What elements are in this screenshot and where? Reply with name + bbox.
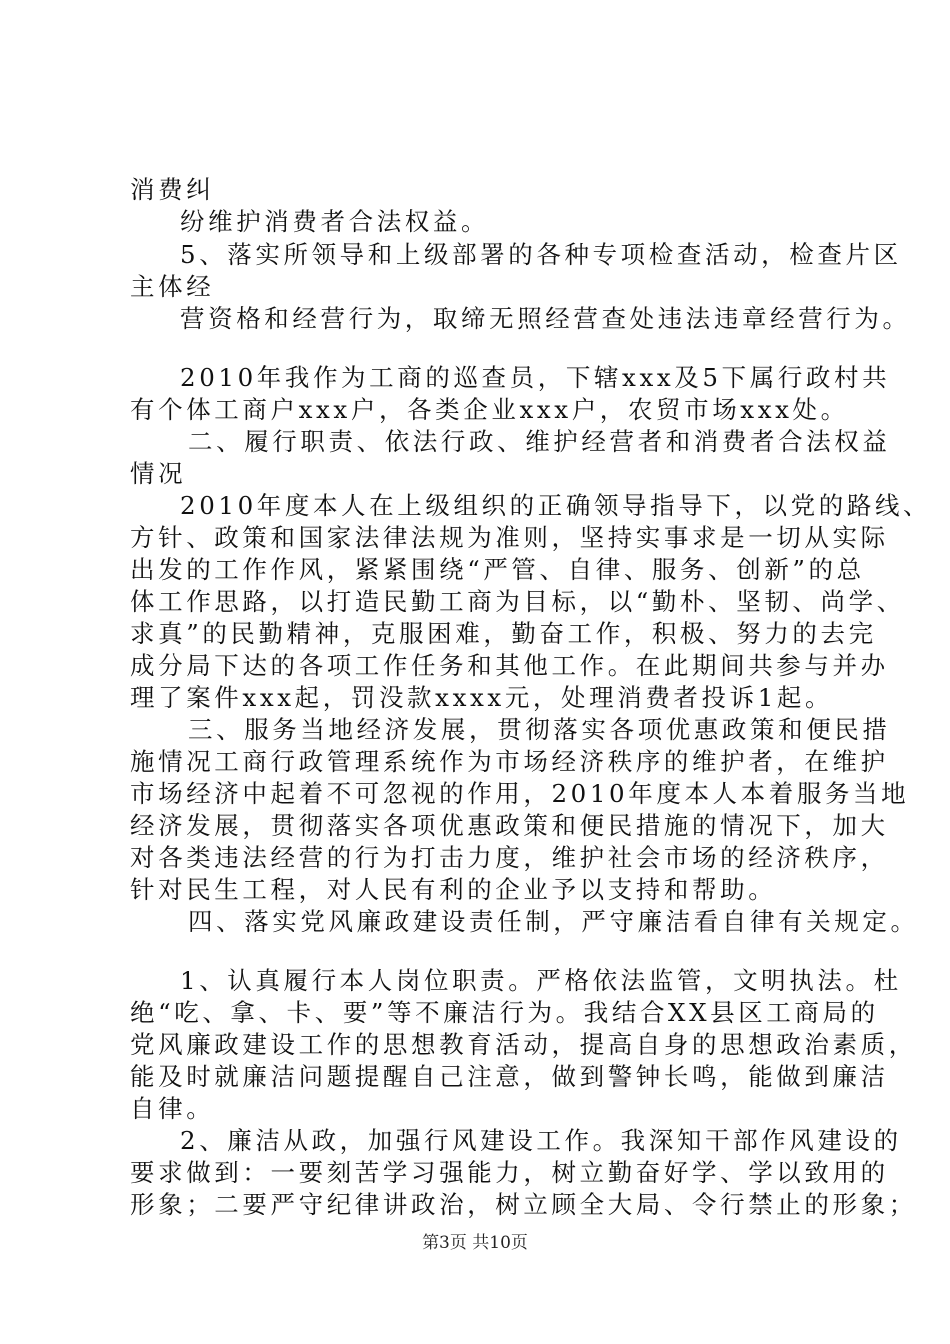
section-heading: 三、服务当地经济发展，贯彻落实各项优惠政策和便民措 xyxy=(188,715,891,744)
text-line: 成分局下达的各项工作任务和其他工作。在此期间共参与并办 xyxy=(130,651,889,680)
text-line: 自律。 xyxy=(130,1094,215,1123)
text-line: 体工作思路，以打造民勤工商为目标，以“勤朴、坚韧、尚学、 xyxy=(130,587,905,616)
text-line: 1、认真履行本人岗位职责。严格依法监管，文明执法。杜 xyxy=(180,966,902,995)
text-line: 方针、政策和国家法律法规为准则，坚持实事求是一切从实际 xyxy=(130,523,889,552)
text-line: 要求做到：一要刻苦学习强能力，树立勤奋好学、学以致用的 xyxy=(130,1158,889,1187)
text-line: 5、落实所领导和上级部署的各种专项检查活动，检查片区 xyxy=(180,240,902,269)
text-line: 求真”的民勤精神，克服困难，勤奋工作，积极、努力的去完 xyxy=(130,619,877,648)
section-heading: 四、落实党风廉政建设责任制，严守廉洁看自律有关规定。 xyxy=(188,907,919,936)
text-line: 施情况工商行政管理系统作为市场经济秩序的维护者，在维护 xyxy=(130,747,889,776)
text-line: 市场经济中起着不可忽视的作用，2010年度本人本着服务当地 xyxy=(130,779,910,808)
text-line: 有个体工商户xxx户，各类企业xxx户，农贸市场xxx处。 xyxy=(130,395,849,424)
text-line: 针对民生工程，对人民有利的企业予以支持和帮助。 xyxy=(130,875,777,904)
section-heading: 情况 xyxy=(130,459,187,488)
section-heading: 二、履行职责、依法行政、维护经营者和消费者合法权益 xyxy=(188,427,891,456)
text-line: 经济发展，贯彻落实各项优惠政策和便民措施的情况下，加大 xyxy=(130,811,889,840)
text-line: 2010年我作为工商的巡查员，下辖xxx及5下属行政村共 xyxy=(180,363,891,392)
text-line: 能及时就廉洁问题提醒自己注意，做到警钟长鸣，能做到廉洁 xyxy=(130,1062,889,1091)
page-number-footer: 第3页 共10页 xyxy=(422,1233,528,1253)
text-line: 绝“吃、拿、卡、要”等不廉洁行为。我结合XX县区工商局的 xyxy=(130,998,879,1027)
text-line: 纷维护消费者合法权益。 xyxy=(180,207,490,236)
text-line: 对各类违法经营的行为打击力度，维护社会市场的经济秩序， xyxy=(130,843,889,872)
text-line: 营资格和经营行为，取缔无照经营查处违法违章经营行为。 xyxy=(180,304,911,333)
text-line: 理了案件xxx起，罚没款xxxx元，处理消费者投诉1起。 xyxy=(130,683,834,712)
text-line: 出发的工作作风，紧紧围绕“严管、自律、服务、创新”的总 xyxy=(130,555,865,584)
text-line: 形象；二要严守纪律讲政治，树立顾全大局、令行禁止的形象； xyxy=(130,1190,917,1219)
text-line: 消费纠 xyxy=(130,175,215,204)
text-line: 2、廉洁从政，加强行风建设工作。我深知干部作风建设的 xyxy=(180,1126,902,1155)
text-line: 主体经 xyxy=(130,272,215,301)
text-line: 2010年度本人在上级组织的正确领导指导下，以党的路线、 xyxy=(180,491,932,520)
text-line: 党风廉政建设工作的思想教育活动，提高自身的思想政治素质， xyxy=(130,1030,917,1059)
